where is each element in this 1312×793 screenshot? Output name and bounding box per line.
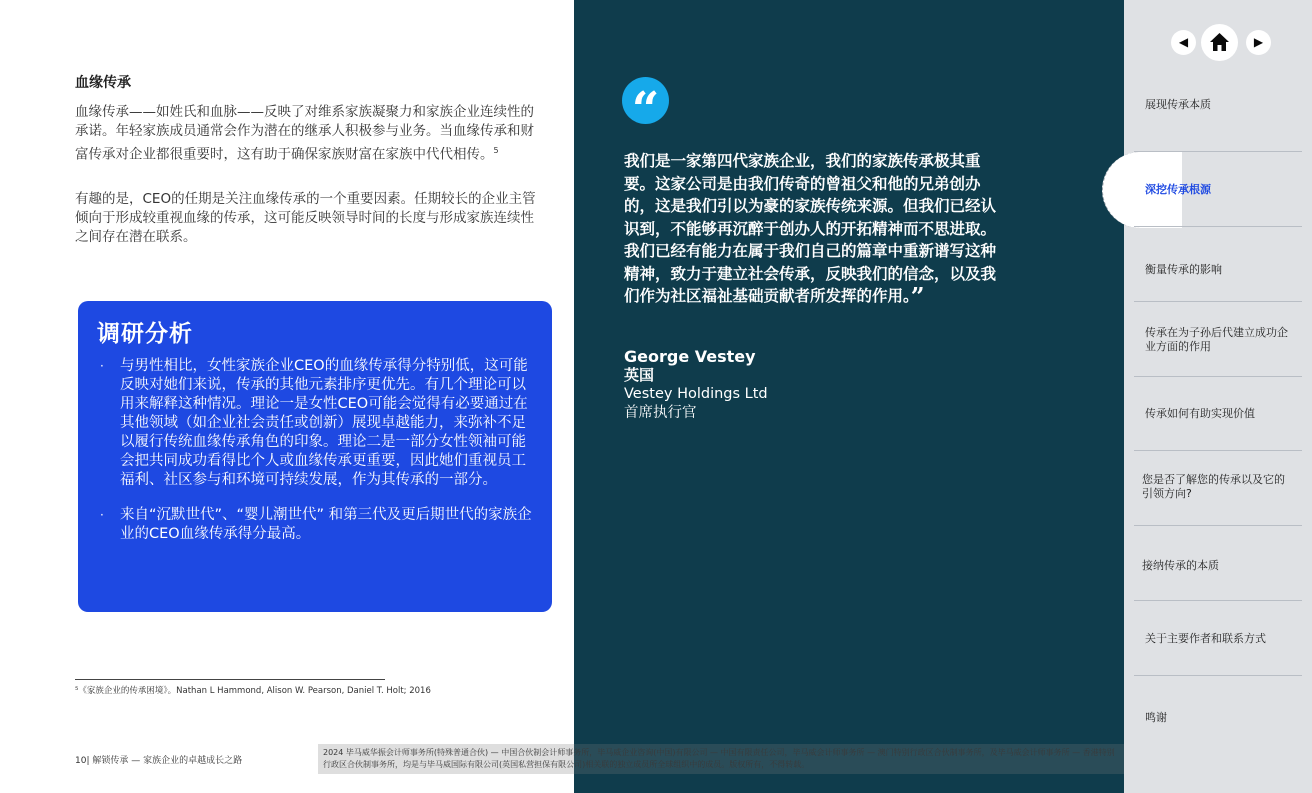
nav-item-legacy-direction[interactable]: 您是否了解您的传承以及它的引领方向? xyxy=(1142,473,1285,500)
nav-divider xyxy=(1134,376,1302,377)
page-footer-label: 10| 解锁传承 — 家族企业的卓越成长之路 xyxy=(75,756,243,766)
nav-divider xyxy=(1134,675,1302,676)
nav-divider xyxy=(1134,226,1302,227)
research-analysis-box xyxy=(78,301,552,612)
quote-text xyxy=(624,150,1004,309)
paragraph-ceo-tenure: 有趣的是，CEO的任期是关注血缘传承的一个重要因素。任期较长的企业主管倾向于形成较重视血缘的传承，这可能反映领导时间的长度与形成家族连续性之间存在潜在联系。 xyxy=(75,191,536,245)
footnote: ⁵《家族企业的传承困境》。Nathan L Hammond, Alison W. Pearson, Daniel T. Holt; 2016 xyxy=(75,686,431,696)
research-bullet-text: 来自“沉默世代”、“婴儿潮世代” 和第三代及更后期世代的家族企业的CEO血缘传承得分最高。 xyxy=(120,507,532,542)
nav-divider xyxy=(1134,151,1302,152)
close-quote-icon: ” xyxy=(910,282,925,311)
nav-item-acknowledgements[interactable]: 鸣谢 xyxy=(1145,711,1167,724)
bullet-icon: · xyxy=(100,508,104,522)
nav-item-legacy-roots[interactable]: 深挖传承根源 xyxy=(1145,183,1211,196)
speaker-role: 首席执行官 xyxy=(624,405,697,421)
quote-panel xyxy=(574,0,1124,793)
paragraph-bloodline-text: 血缘传承——如姓氏和血脉——反映了对维系家族凝聚力和家族企业连续性的承诺。年轻家族成员通常会作为潜在的继承人积极参与业务。当血缘传承和财富传承对企业都很重要时，这有助于确保家族财富在家族中代代相传。 xyxy=(75,104,534,163)
quote-attribution xyxy=(624,347,768,423)
section-title: 血缘传承 xyxy=(75,75,131,91)
research-title: 调研分析 xyxy=(97,321,193,347)
research-bullet-list xyxy=(100,357,532,560)
nav-divider xyxy=(1134,301,1302,302)
speaker-country: 英国 xyxy=(624,366,655,384)
nav-item-measure-impact[interactable]: 衡量传承的影响 xyxy=(1145,263,1222,276)
home-button[interactable] xyxy=(1201,24,1238,61)
speaker-company: Vestey Holdings Ltd xyxy=(624,386,768,402)
research-bullet-text: 与男性相比，女性家族企业CEO的血缘传承得分特别低，这可能反映对她们来说，传承的其他元素排序更优先。有几个理论可以用来解释这种情况。理论一是女性CEO可能会觉得有必要通过在其他领域（如企业社会责任或创新）展现卓越能力，来弥补不足以履行传统血缘传承角色的印象。理论二是一部分女性领袖可能会把共同成功看得比个人或血缘传承更重要，因此她们重视员工福利、社区参与和环境可持续发展，作为其传承的一部分。 xyxy=(120,358,528,488)
next-page-button[interactable]: ▶ xyxy=(1246,30,1271,55)
nav-item-legacy-value[interactable]: 传承如何有助实现价值 xyxy=(1145,407,1255,420)
research-bullet xyxy=(100,357,532,490)
article-column xyxy=(0,0,574,793)
quote-mark-icon: “ xyxy=(622,77,669,124)
bullet-icon: · xyxy=(100,359,104,373)
nav-item-legacy-role[interactable]: 传承在为子孙后代建立成功企业方面的作用 xyxy=(1145,326,1288,353)
nav-divider xyxy=(1134,525,1302,526)
nav-item-show-legacy[interactable]: 展现传承本质 xyxy=(1145,98,1211,111)
quote-body: 我们是一家第四代家族企业，我们的家族传承极其重要。这家公司是由我们传奇的曾祖父和他的兄弟创办的，这是我们引以为豪的家族传统来源。但我们已经认识到，不能够再沉醉于创办人的开拓精神而不思进取。我们已经有能力在属于我们自己的篇章中重新谱写这种精神，致力于建立社会传承，反映我们的信念，以及我们作为社区福祉基础贡献者所发挥的作用。 xyxy=(624,152,997,305)
paragraph-bloodline xyxy=(75,103,537,165)
nav-divider xyxy=(1134,600,1302,601)
nav-controls xyxy=(1171,24,1281,62)
copyright-notice: 2024 毕马威华振会计师事务所(特殊普通合伙) — 中国合伙制会计师事务所，毕马威企业咨询(中国)有限公司 — 中国有限责任公司，毕马威会计师事务所 — 澳门特别行政区合伙制事务所，及毕马威会计师事务所 — 香港特别行政区合伙制事务所，均是与毕马威国际有限公司(英国私营担保有限公司)相关联的独立成员所全球组织中的成员。版权所有，不得转载。 xyxy=(318,744,1124,774)
prev-page-button[interactable]: ◀ xyxy=(1171,30,1196,55)
home-icon xyxy=(1209,32,1230,52)
nav-divider xyxy=(1134,450,1302,451)
section-nav-sidebar xyxy=(1124,0,1312,793)
footnote-ref[interactable]: 5 xyxy=(493,146,499,155)
nav-item-authors-contact[interactable]: 关于主要作者和联系方式 xyxy=(1145,632,1266,645)
research-bullet xyxy=(100,506,532,544)
speaker-name: George Vestey xyxy=(624,347,756,366)
footnote-divider xyxy=(75,679,385,680)
nav-item-embrace-legacy[interactable]: 接纳传承的本质 xyxy=(1142,559,1219,572)
